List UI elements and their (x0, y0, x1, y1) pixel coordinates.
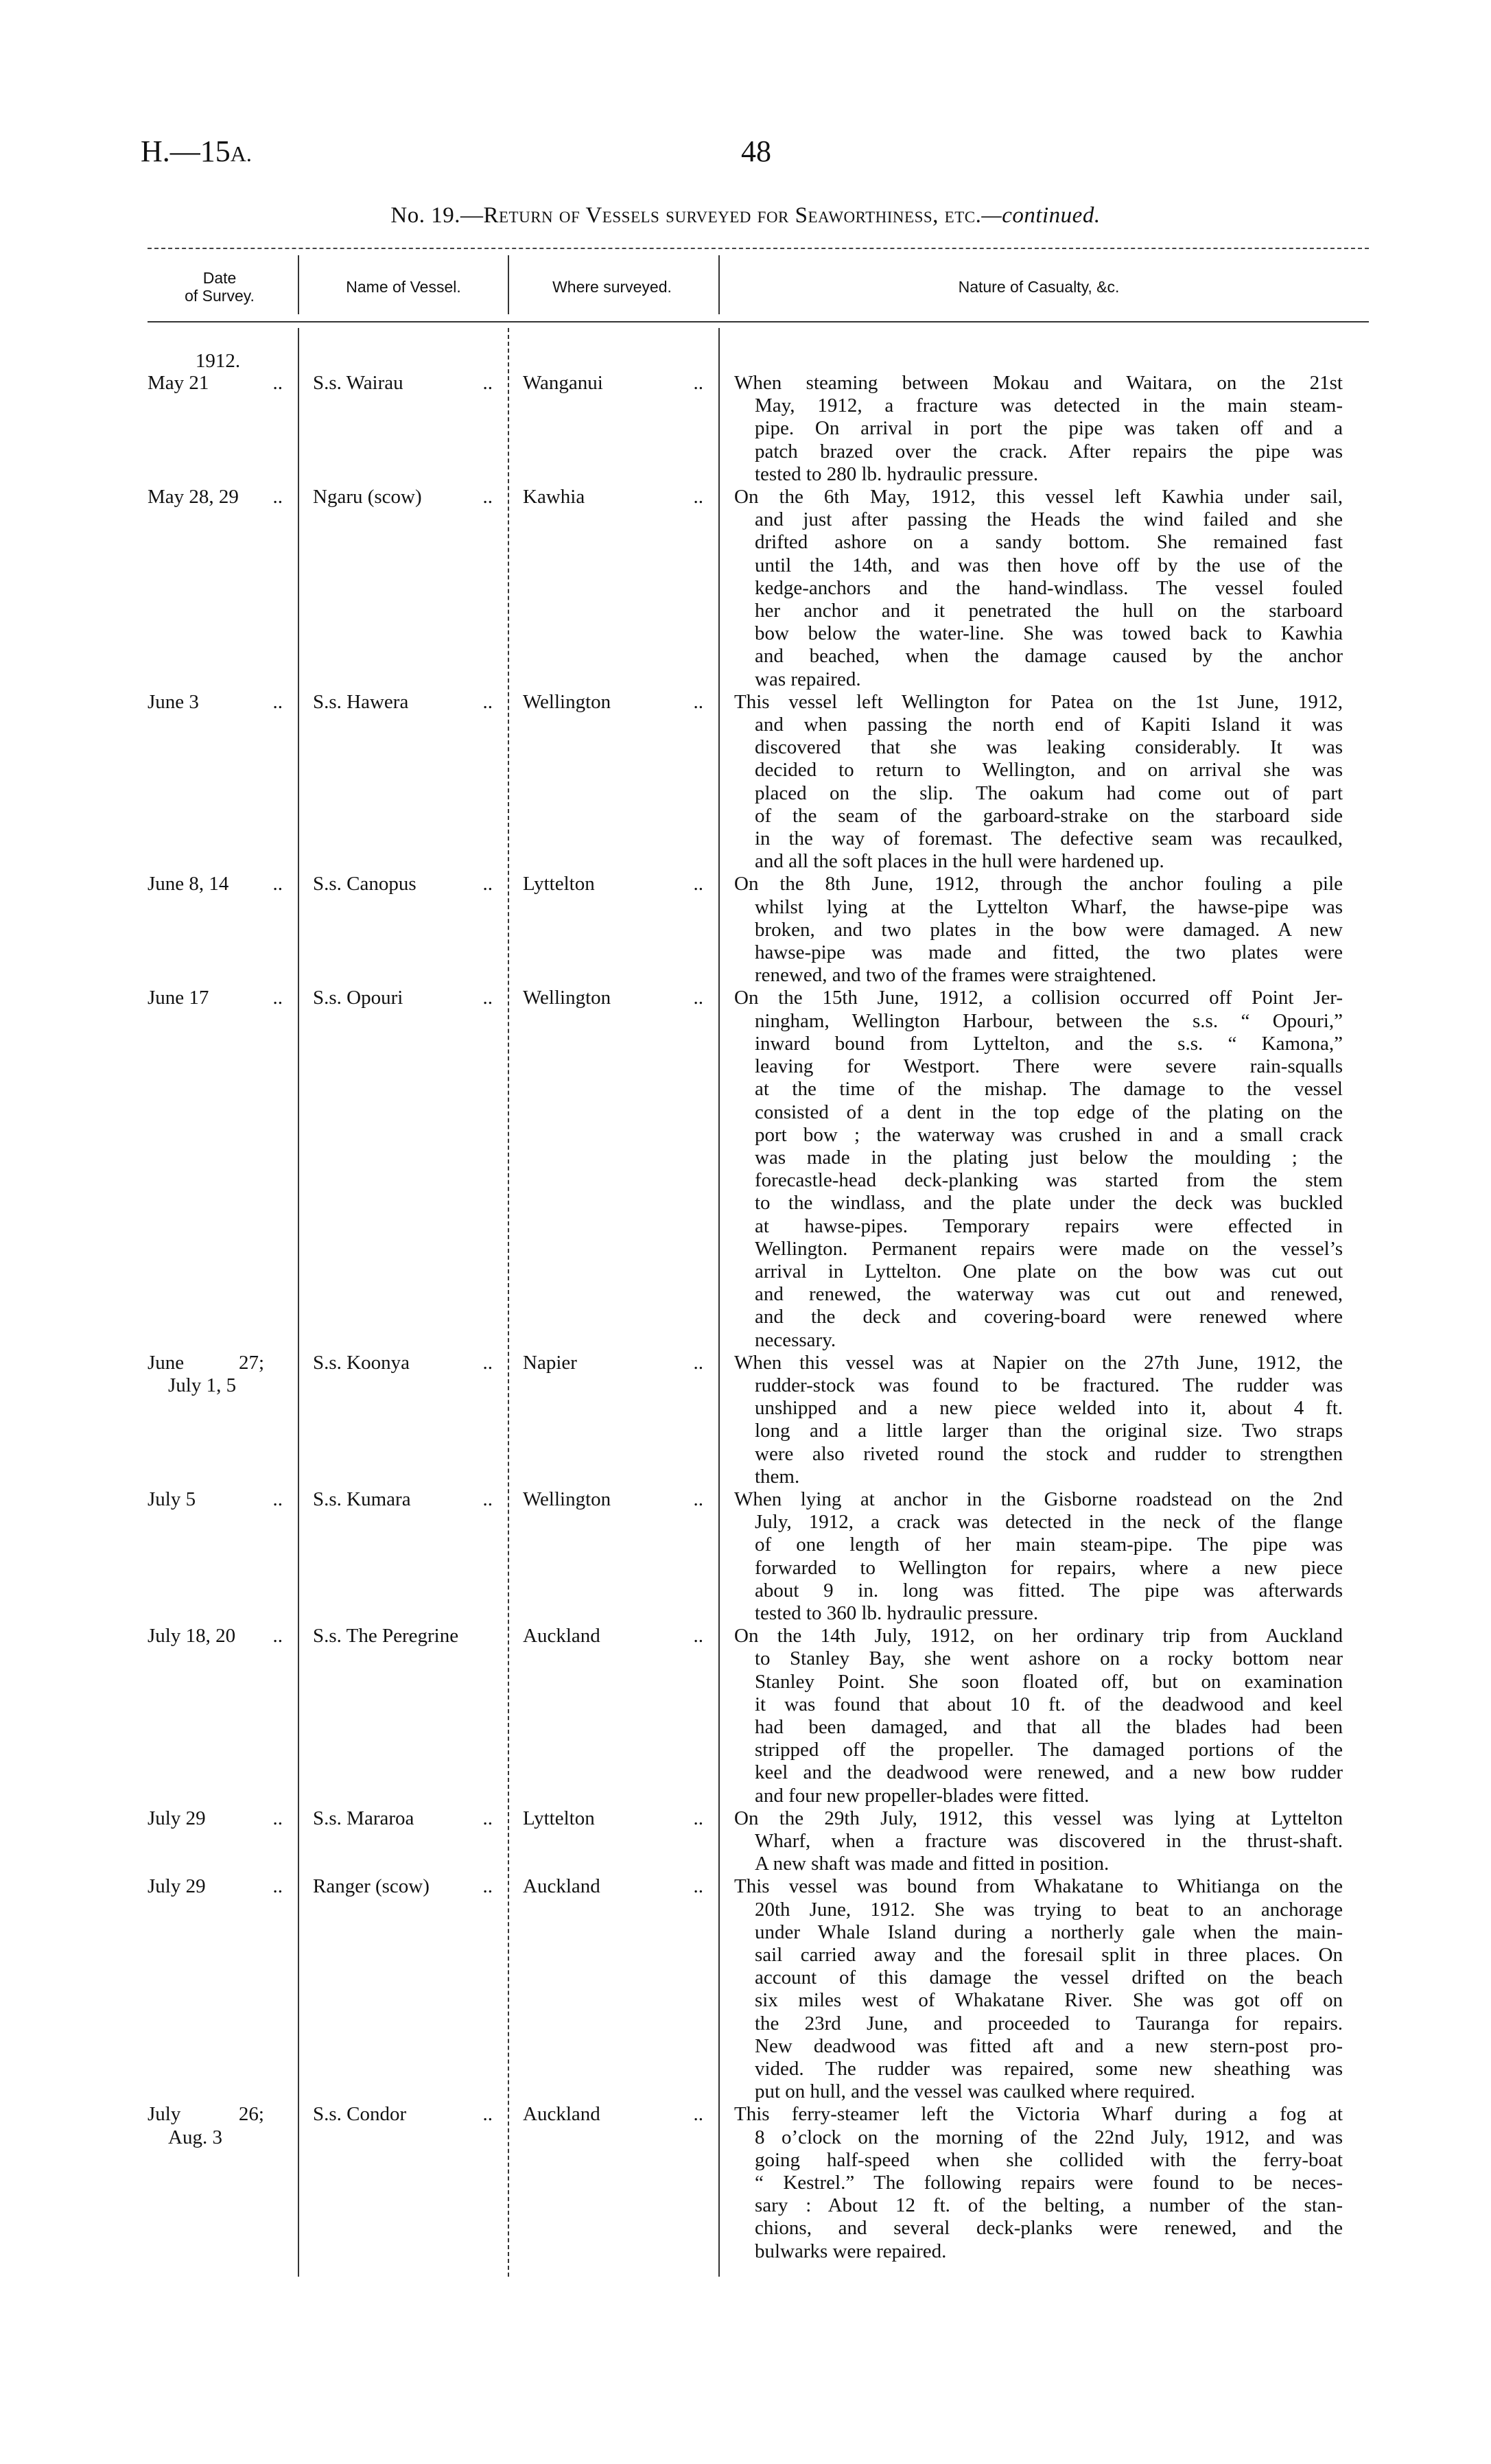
description-line: This vessel was bound from Whakatane to Whitianga on the (734, 1875, 1343, 1898)
description-line: On the 8th June, 1912, through the anchor fouling a pile (734, 873, 1343, 895)
description-line: of one length of her main steam-pipe. The pipe was (755, 1534, 1343, 1556)
leader-dots: .. (482, 987, 493, 1009)
description-line: the 23rd June, and proceeded to Tauranga for repairs. (755, 2012, 1343, 2034)
leader-dots: .. (272, 1807, 283, 1829)
survey-date (148, 372, 298, 486)
title-continued: —continued. (981, 203, 1101, 228)
description-line: When lying at anchor in the Gisborne roadstead on the 2nd (734, 1488, 1343, 1510)
description-line: July, 1912, a crack was detected in the neck of the flange (755, 1511, 1343, 1534)
leader-dots: .. (482, 1488, 493, 1510)
column-header-nature: Nature of Casualty, &c. (958, 278, 1120, 296)
description-line: in the way of foremast. The defective seam was recaulked, (755, 828, 1343, 850)
vessel-name (298, 486, 508, 691)
description-line: arrival in Lyttelton. One plate on the bow was cut out (755, 1260, 1343, 1282)
description-line: it was found that about 10 ft. of the deadwood and keel (755, 1693, 1343, 1715)
description-line: until the 14th, and was then hove off by the use of the (755, 554, 1343, 576)
location-text: Wellington (523, 987, 611, 1009)
description-line: was made in the plating just below the moulding ; the (755, 1146, 1343, 1169)
description-line: account of this damage the vessel drifted on the beach (755, 1967, 1343, 1989)
survey-location (508, 2103, 718, 2262)
description-line: Wharf, when a fracture was discovered in the thrust-shaft. (755, 1830, 1343, 1852)
description-line: May, 1912, a fracture was detected in the main steam- (755, 395, 1343, 417)
location-text: Kawhia (523, 486, 585, 508)
date-line: June 8, 14 (148, 873, 229, 895)
table-row (148, 1488, 1355, 1625)
survey-location (508, 1352, 718, 1488)
location-text: Lyttelton (523, 873, 595, 895)
leader-dots: .. (482, 2103, 493, 2126)
casualty-description (718, 987, 1343, 1351)
description-line: When steaming between Mokau and Waitara, on the 21st (734, 372, 1343, 394)
description-line: stripped off the propeller. The damaged portions of the (755, 1739, 1343, 1761)
vessel-name (298, 1352, 508, 1488)
location-text: Wellington (523, 1488, 611, 1510)
table-row (148, 1875, 1355, 2103)
header-top-rule (148, 248, 1369, 249)
description-line: hawse-pipe was made and fitted, the two plates were (755, 941, 1343, 964)
description-line: When this vessel was at Napier on the 27th June, 1912, the (734, 1351, 1343, 1374)
location-text: Auckland (523, 2103, 600, 2126)
survey-location (508, 1875, 718, 2103)
description-line: inward bound from Lyttelton, and the s.s. “ Kamona,” (755, 1032, 1343, 1055)
title-number: No. 19.— (390, 203, 484, 228)
date-line: July 26; (148, 2103, 264, 2126)
table-row (148, 1352, 1355, 1488)
location-text: Wellington (523, 690, 611, 713)
description-line: and just after passing the Heads the wind failed and she (755, 508, 1343, 531)
survey-date (148, 1352, 298, 1488)
leader-dots: .. (693, 690, 703, 713)
description-line: and the deck and covering-board were renewed where (755, 1306, 1343, 1328)
survey-date (148, 1488, 298, 1625)
column-header-vessel: Name of Vessel. (346, 278, 461, 296)
title-main: Return of Vessels surveyed for Seaworthiness, etc. (483, 203, 982, 228)
description-line: were also riveted round the stock and rudder to strengthen (755, 1442, 1343, 1465)
document-reference (141, 134, 252, 169)
description-line: On the 14th July, 1912, on her ordinary trip from Auckland (734, 1625, 1343, 1647)
description-line: them. (755, 1465, 800, 1488)
date-line: July 29 (148, 1875, 206, 1898)
description-line: and four new propeller-blades were fitted. (755, 1784, 1090, 1807)
description-line: “ Kestrel.” The following repairs were found to be neces- (755, 2172, 1343, 2194)
vessel-name-text: S.s. The Peregrine (313, 1625, 459, 1647)
column-header-date (148, 269, 292, 305)
description-line: going half-speed when she collided with the ferry-boat (755, 2148, 1343, 2171)
leader-dots: .. (272, 1488, 283, 1510)
survey-date (148, 1875, 298, 2103)
description-line: leaving for Westport. There were severe rain-squalls (755, 1055, 1343, 1078)
description-line: This vessel left Wellington for Patea on the 1st June, 1912, (734, 690, 1343, 713)
leader-dots: .. (272, 486, 283, 508)
survey-date (148, 691, 298, 873)
date-line: May 28, 29 (148, 486, 239, 508)
description-line: rudder-stock was found to be fractured. The rudder was (755, 1374, 1343, 1396)
leader-dots: .. (482, 372, 493, 394)
date-line: July 5 (148, 1488, 196, 1510)
vessel-name (298, 987, 508, 1351)
description-line: her anchor and it penetrated the hull on the starboard (755, 600, 1343, 622)
description-line: kedge-anchors and the hand-windlass. The vessel fouled (755, 576, 1343, 599)
leader-dots: .. (693, 987, 703, 1009)
leader-dots: .. (693, 1625, 703, 1647)
description-line: sary : About 12 ft. of the belting, a number of the stan- (755, 2194, 1343, 2217)
vessel-name (298, 1875, 508, 2103)
casualty-description (718, 1625, 1343, 1807)
date-line: June 27; (148, 1351, 264, 1374)
description-line: and when passing the north end of Kapiti Island it was (755, 714, 1343, 736)
survey-location (508, 1625, 718, 1807)
date-line: July 1, 5 (168, 1374, 237, 1396)
vessel-name (298, 372, 508, 486)
leader-dots: .. (693, 372, 703, 394)
date-line: May 21 (148, 372, 209, 394)
description-line: patch brazed over the crack. After repairs the pipe was (755, 440, 1343, 462)
casualty-description (718, 1488, 1343, 1625)
vessel-name (298, 691, 508, 873)
vessel-name (298, 873, 508, 987)
description-line: renewed, and two of the frames were straightened. (755, 964, 1157, 987)
page-number: 48 (741, 134, 771, 168)
description-line: forwarded to Wellington for repairs, where a new piece (755, 1556, 1343, 1579)
survey-date (148, 1625, 298, 1807)
location-text: Napier (523, 1351, 577, 1374)
vessel-name-text: S.s. Canopus (313, 873, 416, 895)
description-line: at hawse-pipes. Temporary repairs were effected in (755, 1215, 1343, 1237)
description-line: of the seam of the garboard-strake on the starboard side (755, 804, 1343, 827)
description-line: tested to 280 lb. hydraulic pressure. (755, 462, 1039, 485)
description-line: forecastle-head deck-planking was started from the stem (755, 1169, 1343, 1192)
description-line: vided. The rudder was repaired, some new sheathing was (755, 2058, 1343, 2080)
vessel-name-text: S.s. Kumara (313, 1488, 411, 1510)
description-line: discovered that she was leaking considerably. It was (755, 736, 1343, 759)
description-line: placed on the slip. The oakum had come out of part (755, 782, 1343, 804)
leader-dots: .. (482, 1351, 493, 1374)
description-line: This ferry-steamer left the Victoria Wharf during a fog at (734, 2103, 1343, 2126)
table-row (148, 1807, 1355, 1876)
casualty-description (718, 1807, 1343, 1876)
leader-dots: .. (272, 987, 283, 1009)
reference-suffix: A. (230, 141, 252, 166)
survey-location (508, 486, 718, 691)
description-line: decided to return to Wellington, and on arrival she was (755, 759, 1343, 782)
description-line: On the 6th May, 1912, this vessel left Kawhia under sail, (734, 486, 1343, 508)
survey-date (148, 486, 298, 691)
description-line: drifted ashore on a sandy bottom. She remained fast (755, 531, 1343, 554)
vessel-name (298, 2103, 508, 2262)
vessel-name-text: Ngaru (scow) (313, 486, 422, 508)
header-line: Date (202, 269, 237, 287)
description-line: bow below the water-line. She was towed back to Kawhia (755, 622, 1343, 645)
table-row (148, 691, 1355, 873)
leader-dots: .. (272, 372, 283, 394)
description-line: six miles west of Whakatane River. She was got off on (755, 1989, 1343, 2012)
date-line: June 17 (148, 987, 209, 1009)
survey-date (148, 873, 298, 987)
description-line: necessary. (755, 1328, 836, 1351)
vessel-name-text: S.s. Koonya (313, 1351, 410, 1374)
date-line: July 29 (148, 1807, 206, 1829)
description-line: pipe. On arrival in port the pipe was taken off and a (755, 417, 1343, 440)
vessel-name (298, 1488, 508, 1625)
year-label: 1912. (195, 350, 241, 372)
description-line: port bow ; the waterway was crushed in and a small crack (755, 1123, 1343, 1146)
survey-date (148, 1807, 298, 1876)
date-line: July 18, 20 (148, 1625, 236, 1647)
table-row (148, 2103, 1355, 2262)
vessel-name-text: Ranger (scow) (313, 1875, 430, 1898)
leader-dots: .. (272, 1875, 283, 1898)
table-row (148, 1625, 1355, 1807)
casualty-description (718, 873, 1343, 987)
description-line: at the time of the mishap. The damage to the vessel (755, 1078, 1343, 1101)
leader-dots: .. (693, 1351, 703, 1374)
description-line: keel and the deadwood were renewed, and a new bow rudder (755, 1761, 1343, 1784)
survey-location (508, 372, 718, 486)
column-header-where: Where surveyed. (552, 278, 672, 296)
description-line: New deadwood was fitted aft and a new stern-post pro- (755, 2034, 1343, 2057)
leader-dots: .. (272, 873, 283, 895)
description-line: long and a little larger than the original size. Two straps (755, 1420, 1343, 1442)
location-text: Wanganui (523, 372, 603, 394)
description-line: put on hull, and the vessel was caulked where required. (755, 2080, 1195, 2103)
table-title (0, 203, 1491, 228)
table-row (148, 372, 1355, 486)
description-line: to Stanley Bay, she went ashore on a rocky bottom near (755, 1647, 1343, 1670)
leader-dots: .. (482, 873, 493, 895)
description-line: On the 29th July, 1912, this vessel was lying at Lyttelton (734, 1807, 1343, 1829)
description-line: about 9 in. long was fitted. The pipe was afterwards (755, 1579, 1343, 1601)
description-line: 20th June, 1912. She was trying to beat to an anchorage (755, 1898, 1343, 1921)
leader-dots: .. (693, 486, 703, 508)
leader-dots: .. (482, 1875, 493, 1898)
casualty-description (718, 2103, 1343, 2262)
casualty-description (718, 486, 1343, 691)
vessel-name-text: S.s. Mararoa (313, 1807, 414, 1829)
survey-location (508, 987, 718, 1351)
description-line: to the windlass, and the plate under the deck was buckled (755, 1192, 1343, 1215)
casualty-description (718, 691, 1343, 873)
description-line: chions, and several deck-planks were renewed, and the (755, 2217, 1343, 2240)
description-line: unshipped and a new piece welded into it, about 4 ft. (755, 1397, 1343, 1420)
survey-date (148, 987, 298, 1351)
vessel-name-text: S.s. Condor (313, 2103, 407, 2126)
casualty-description (718, 1352, 1343, 1488)
description-line: broken, and two plates in the bow were damaged. A new (755, 918, 1343, 941)
reference-code: H.—15 (141, 134, 231, 168)
leader-dots: .. (272, 1625, 283, 1647)
description-line: was repaired. (755, 668, 861, 690)
survey-location (508, 691, 718, 873)
leader-dots: .. (272, 690, 283, 713)
table-row (148, 873, 1355, 987)
description-line: 8 o’clock on the morning of the 22nd July, 1912, and was (755, 2126, 1343, 2148)
table-row (148, 987, 1355, 1351)
description-line: Stanley Point. She soon floated off, but on examination (755, 1670, 1343, 1693)
date-line: June 3 (148, 690, 199, 713)
description-line: under Whale Island during a northerly gale when the main- (755, 1921, 1343, 1943)
vessel-name (298, 1807, 508, 1876)
survey-date (148, 2103, 298, 2262)
description-line: A new shaft was made and fitted in position. (755, 1853, 1110, 1875)
description-line: bulwarks were repaired. (755, 2240, 947, 2262)
survey-location (508, 1488, 718, 1625)
description-line: Wellington. Permanent repairs were made on the vessel’s (755, 1237, 1343, 1260)
description-line: tested to 360 lb. hydraulic pressure. (755, 1601, 1039, 1624)
leader-dots: .. (482, 1807, 493, 1829)
description-line: whilst lying at the Lyttelton Wharf, the hawse-pipe was (755, 895, 1343, 918)
description-line: sail carried away and the foresail split in three places. On (755, 1944, 1343, 1967)
location-text: Auckland (523, 1875, 600, 1898)
vessel-name-text: S.s. Hawera (313, 690, 409, 713)
date-line: Aug. 3 (168, 2126, 222, 2148)
vessel-name (298, 1625, 508, 1807)
survey-location (508, 1807, 718, 1876)
description-line: ningham, Wellington Harbour, between the s.s. “ Opouri,” (755, 1009, 1343, 1032)
leader-dots: .. (693, 1807, 703, 1829)
casualty-description (718, 1875, 1343, 2103)
survey-location (508, 873, 718, 987)
description-line: On the 15th June, 1912, a collision occurred off Point Jer- (734, 987, 1343, 1009)
table-body (148, 372, 1355, 2263)
leader-dots: .. (482, 690, 493, 713)
location-text: Lyttelton (523, 1807, 595, 1829)
description-line: and all the soft places in the hull were hardened up. (755, 850, 1164, 873)
header-bottom-rule (148, 321, 1369, 322)
leader-dots: .. (693, 1875, 703, 1898)
location-text: Auckland (523, 1625, 600, 1647)
description-line: had been damaged, and that all the blades had been (755, 1715, 1343, 1738)
vessel-name-text: S.s. Opouri (313, 987, 403, 1009)
leader-dots: .. (693, 873, 703, 895)
description-line: consisted of a dent in the top edge of the plating on the (755, 1101, 1343, 1123)
description-line: and renewed, the waterway was cut out and renewed, (755, 1283, 1343, 1306)
leader-dots: .. (693, 1488, 703, 1510)
vessel-name-text: S.s. Wairau (313, 372, 403, 394)
description-line: and beached, when the damage caused by the anchor (755, 645, 1343, 668)
casualty-description (718, 372, 1343, 486)
header-line: of Survey. (185, 287, 255, 305)
table-row (148, 486, 1355, 691)
leader-dots: .. (693, 2103, 703, 2126)
leader-dots: .. (482, 486, 493, 508)
